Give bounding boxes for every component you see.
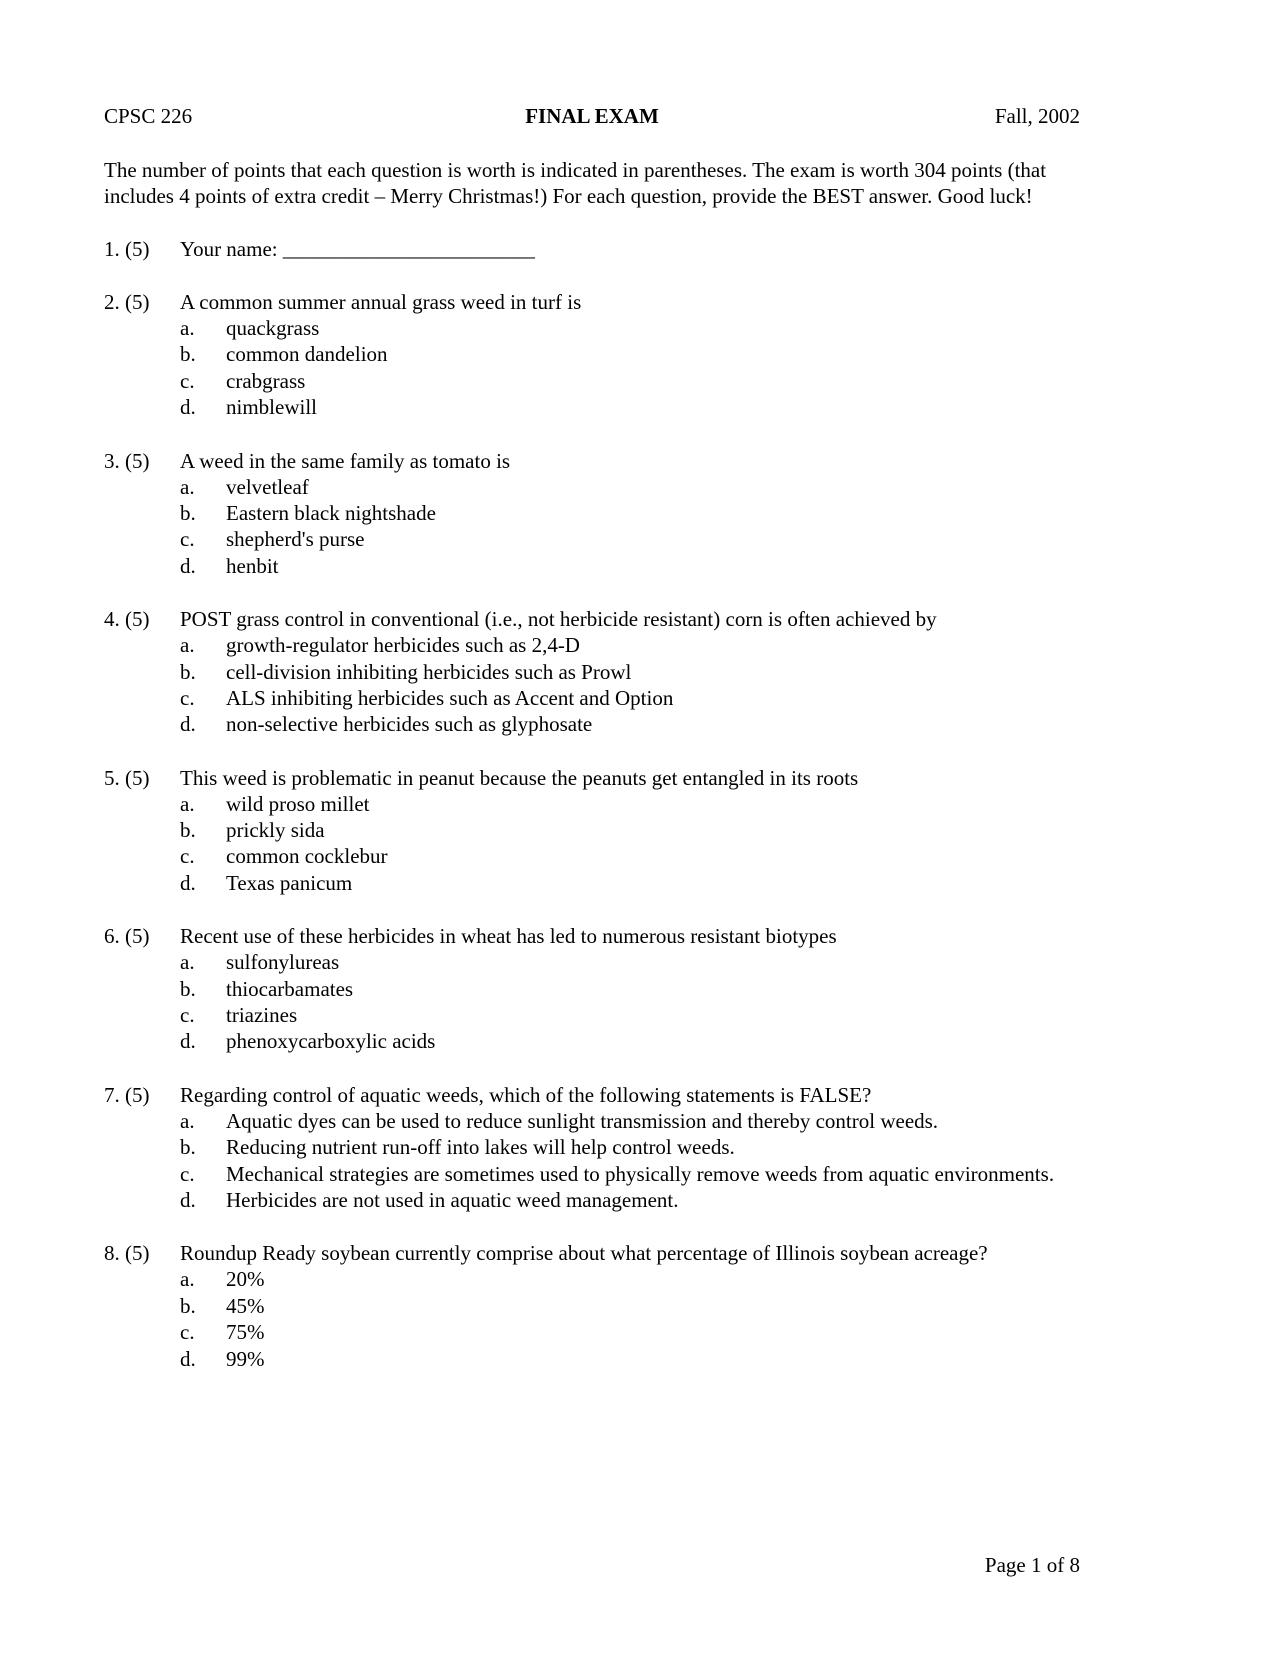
question-number: 3. (5) (104, 448, 150, 473)
option-letter: b. (180, 659, 196, 684)
question-stem (104, 448, 1164, 474)
question-number: 8. (5) (104, 1241, 150, 1266)
option-letter: c. (180, 1003, 195, 1028)
exam-header (104, 103, 1080, 133)
question-stem (104, 606, 1164, 632)
option-letter: a. (180, 316, 195, 340)
option-text: 99% (226, 1346, 265, 1371)
question-number: 5. (5) (104, 765, 150, 790)
question-text: A weed in the same family as tomato is (180, 448, 511, 473)
answer-option (104, 632, 1164, 658)
answer-option (104, 685, 1164, 711)
question-stem (104, 236, 1164, 262)
option-text: Reducing nutrient run-off into lakes will help control weeds. (226, 1135, 735, 1160)
question-number: 4. (5) (104, 607, 150, 632)
question-text: A common summer annual grass weed in turf is (180, 290, 582, 314)
option-letter: b. (180, 500, 196, 525)
option-letter: d. (180, 870, 196, 895)
option-text: shepherd's purse (226, 527, 365, 552)
option-letter: c. (180, 844, 195, 869)
answer-option (104, 341, 1164, 367)
option-text: common dandelion (226, 342, 388, 367)
option-letter: c. (180, 368, 195, 393)
question-4 (104, 606, 1164, 738)
answer-option (104, 659, 1164, 685)
question-number: 6. (5) (104, 924, 150, 949)
question-stem (104, 1082, 1164, 1108)
question-5 (104, 765, 1164, 897)
answer-option (104, 315, 1164, 341)
option-text: non-selective herbicides such as glyphosate (226, 712, 593, 737)
answer-option (104, 843, 1164, 869)
exam-term: Fall, 2002 (994, 104, 1080, 128)
option-text: wild proso millet (226, 791, 370, 816)
question-stem (104, 765, 1164, 791)
option-text: Eastern black nightshade (226, 500, 436, 525)
question-text: Regarding control of aquatic weeds, which of the following statements is FALSE? (180, 1082, 872, 1107)
question-text: Roundup Ready soybean currently comprise about what percentage of Illinois soybean acreage? (180, 1241, 988, 1266)
answer-option (104, 1187, 1164, 1213)
option-letter: a. (180, 1267, 195, 1292)
question-1 (104, 236, 1164, 262)
option-letter: c. (180, 685, 195, 710)
option-text: Mechanical strategies are sometimes used to physically remove weeds from aquatic environments. (226, 1161, 1055, 1186)
answer-option (104, 976, 1164, 1002)
answer-option (104, 1293, 1164, 1319)
question-text: This weed is problematic in peanut because the peanuts get entangled in its roots (180, 765, 859, 790)
instructions-line-2: includes 4 points of extra credit – Merry Christmas!) For each question, provide the BEST answer. Good luck! (104, 184, 1033, 208)
page-number: Page 1 of 8 (984, 1553, 1080, 1577)
option-text: 20% (226, 1267, 265, 1292)
answer-option (104, 1002, 1164, 1028)
option-letter: a. (180, 791, 195, 816)
option-letter: b. (180, 1293, 196, 1318)
question-number: 2. (5) (104, 290, 150, 314)
option-letter: b. (180, 342, 196, 367)
option-text: cell-division inhibiting herbicides such as Prowl (226, 659, 632, 684)
question-number: 1. (5) (104, 237, 150, 261)
question-3 (104, 448, 1164, 580)
option-letter: c. (180, 1320, 195, 1345)
answer-option (104, 1108, 1164, 1134)
option-letter: b. (180, 976, 196, 1001)
question-stem (104, 923, 1164, 949)
answer-option (104, 1028, 1164, 1054)
option-text: phenoxycarboxylic acids (226, 1029, 436, 1054)
question-7 (104, 1082, 1164, 1214)
option-text: nimblewill (226, 395, 317, 420)
course-code: CPSC 226 (104, 104, 193, 128)
answer-option (104, 1346, 1164, 1372)
option-text: velvetleaf (226, 474, 309, 499)
option-text: henbit (226, 553, 279, 578)
answer-option (104, 949, 1164, 975)
option-letter: a. (180, 474, 195, 499)
option-text: Aquatic dyes can be used to reduce sunlight transmission and thereby control weeds. (226, 1108, 939, 1133)
exam-title: FINAL EXAM (525, 104, 659, 128)
option-text: Texas panicum (226, 870, 353, 895)
option-letter: a. (180, 950, 195, 975)
question-text: Recent use of these herbicides in wheat has led to numerous resistant biotypes (180, 924, 837, 949)
instructions-line-1: The number of points that each question is worth is indicated in parentheses. The exam is worth 304 points (that (104, 158, 1047, 182)
option-letter: d. (180, 553, 196, 578)
question-list (104, 236, 1164, 1399)
option-text: triazines (226, 1003, 298, 1028)
option-text: Herbicides are not used in aquatic weed management. (226, 1187, 679, 1212)
question-number: 7. (5) (104, 1082, 150, 1107)
option-text: crabgrass (226, 368, 306, 393)
answer-option (104, 817, 1164, 843)
question-2 (104, 289, 1164, 421)
option-letter: d. (180, 1346, 196, 1371)
answer-option (104, 368, 1164, 394)
option-letter: d. (180, 1029, 196, 1054)
option-letter: d. (180, 1187, 196, 1212)
option-letter: c. (180, 527, 195, 552)
answer-option (104, 1319, 1164, 1345)
question-stem (104, 1240, 1164, 1266)
answer-option (104, 1266, 1164, 1292)
question-stem (104, 289, 1164, 315)
question-6 (104, 923, 1164, 1055)
exam-instructions (104, 157, 1134, 209)
option-text: sulfonylureas (226, 950, 340, 975)
option-text: growth-regulator herbicides such as 2,4-D (226, 633, 580, 658)
option-text: thiocarbamates (226, 976, 354, 1001)
option-text: ALS inhibiting herbicides such as Accent and Option (226, 685, 674, 710)
answer-option (104, 526, 1164, 552)
option-letter: c. (180, 1161, 195, 1186)
answer-option (104, 500, 1164, 526)
answer-option (104, 791, 1164, 817)
option-text: prickly sida (226, 818, 325, 843)
answer-option (104, 1161, 1164, 1187)
answer-option (104, 711, 1164, 737)
question-text: Your name: ________________________ (180, 237, 535, 261)
option-letter: d. (180, 712, 196, 737)
option-text: common cocklebur (226, 844, 388, 869)
answer-option (104, 474, 1164, 500)
answer-option (104, 394, 1164, 420)
question-8 (104, 1240, 1164, 1372)
question-text: POST grass control in conventional (i.e., not herbicide resistant) corn is often achieved by (180, 607, 937, 632)
answer-option (104, 553, 1164, 579)
answer-option (104, 870, 1164, 896)
option-letter: d. (180, 395, 196, 420)
option-text: 45% (226, 1293, 265, 1318)
option-letter: a. (180, 633, 195, 658)
option-text: 75% (226, 1320, 265, 1345)
option-letter: b. (180, 1135, 196, 1160)
option-text: quackgrass (226, 316, 320, 340)
option-letter: a. (180, 1108, 195, 1133)
answer-option (104, 1134, 1164, 1160)
option-letter: b. (180, 818, 196, 843)
